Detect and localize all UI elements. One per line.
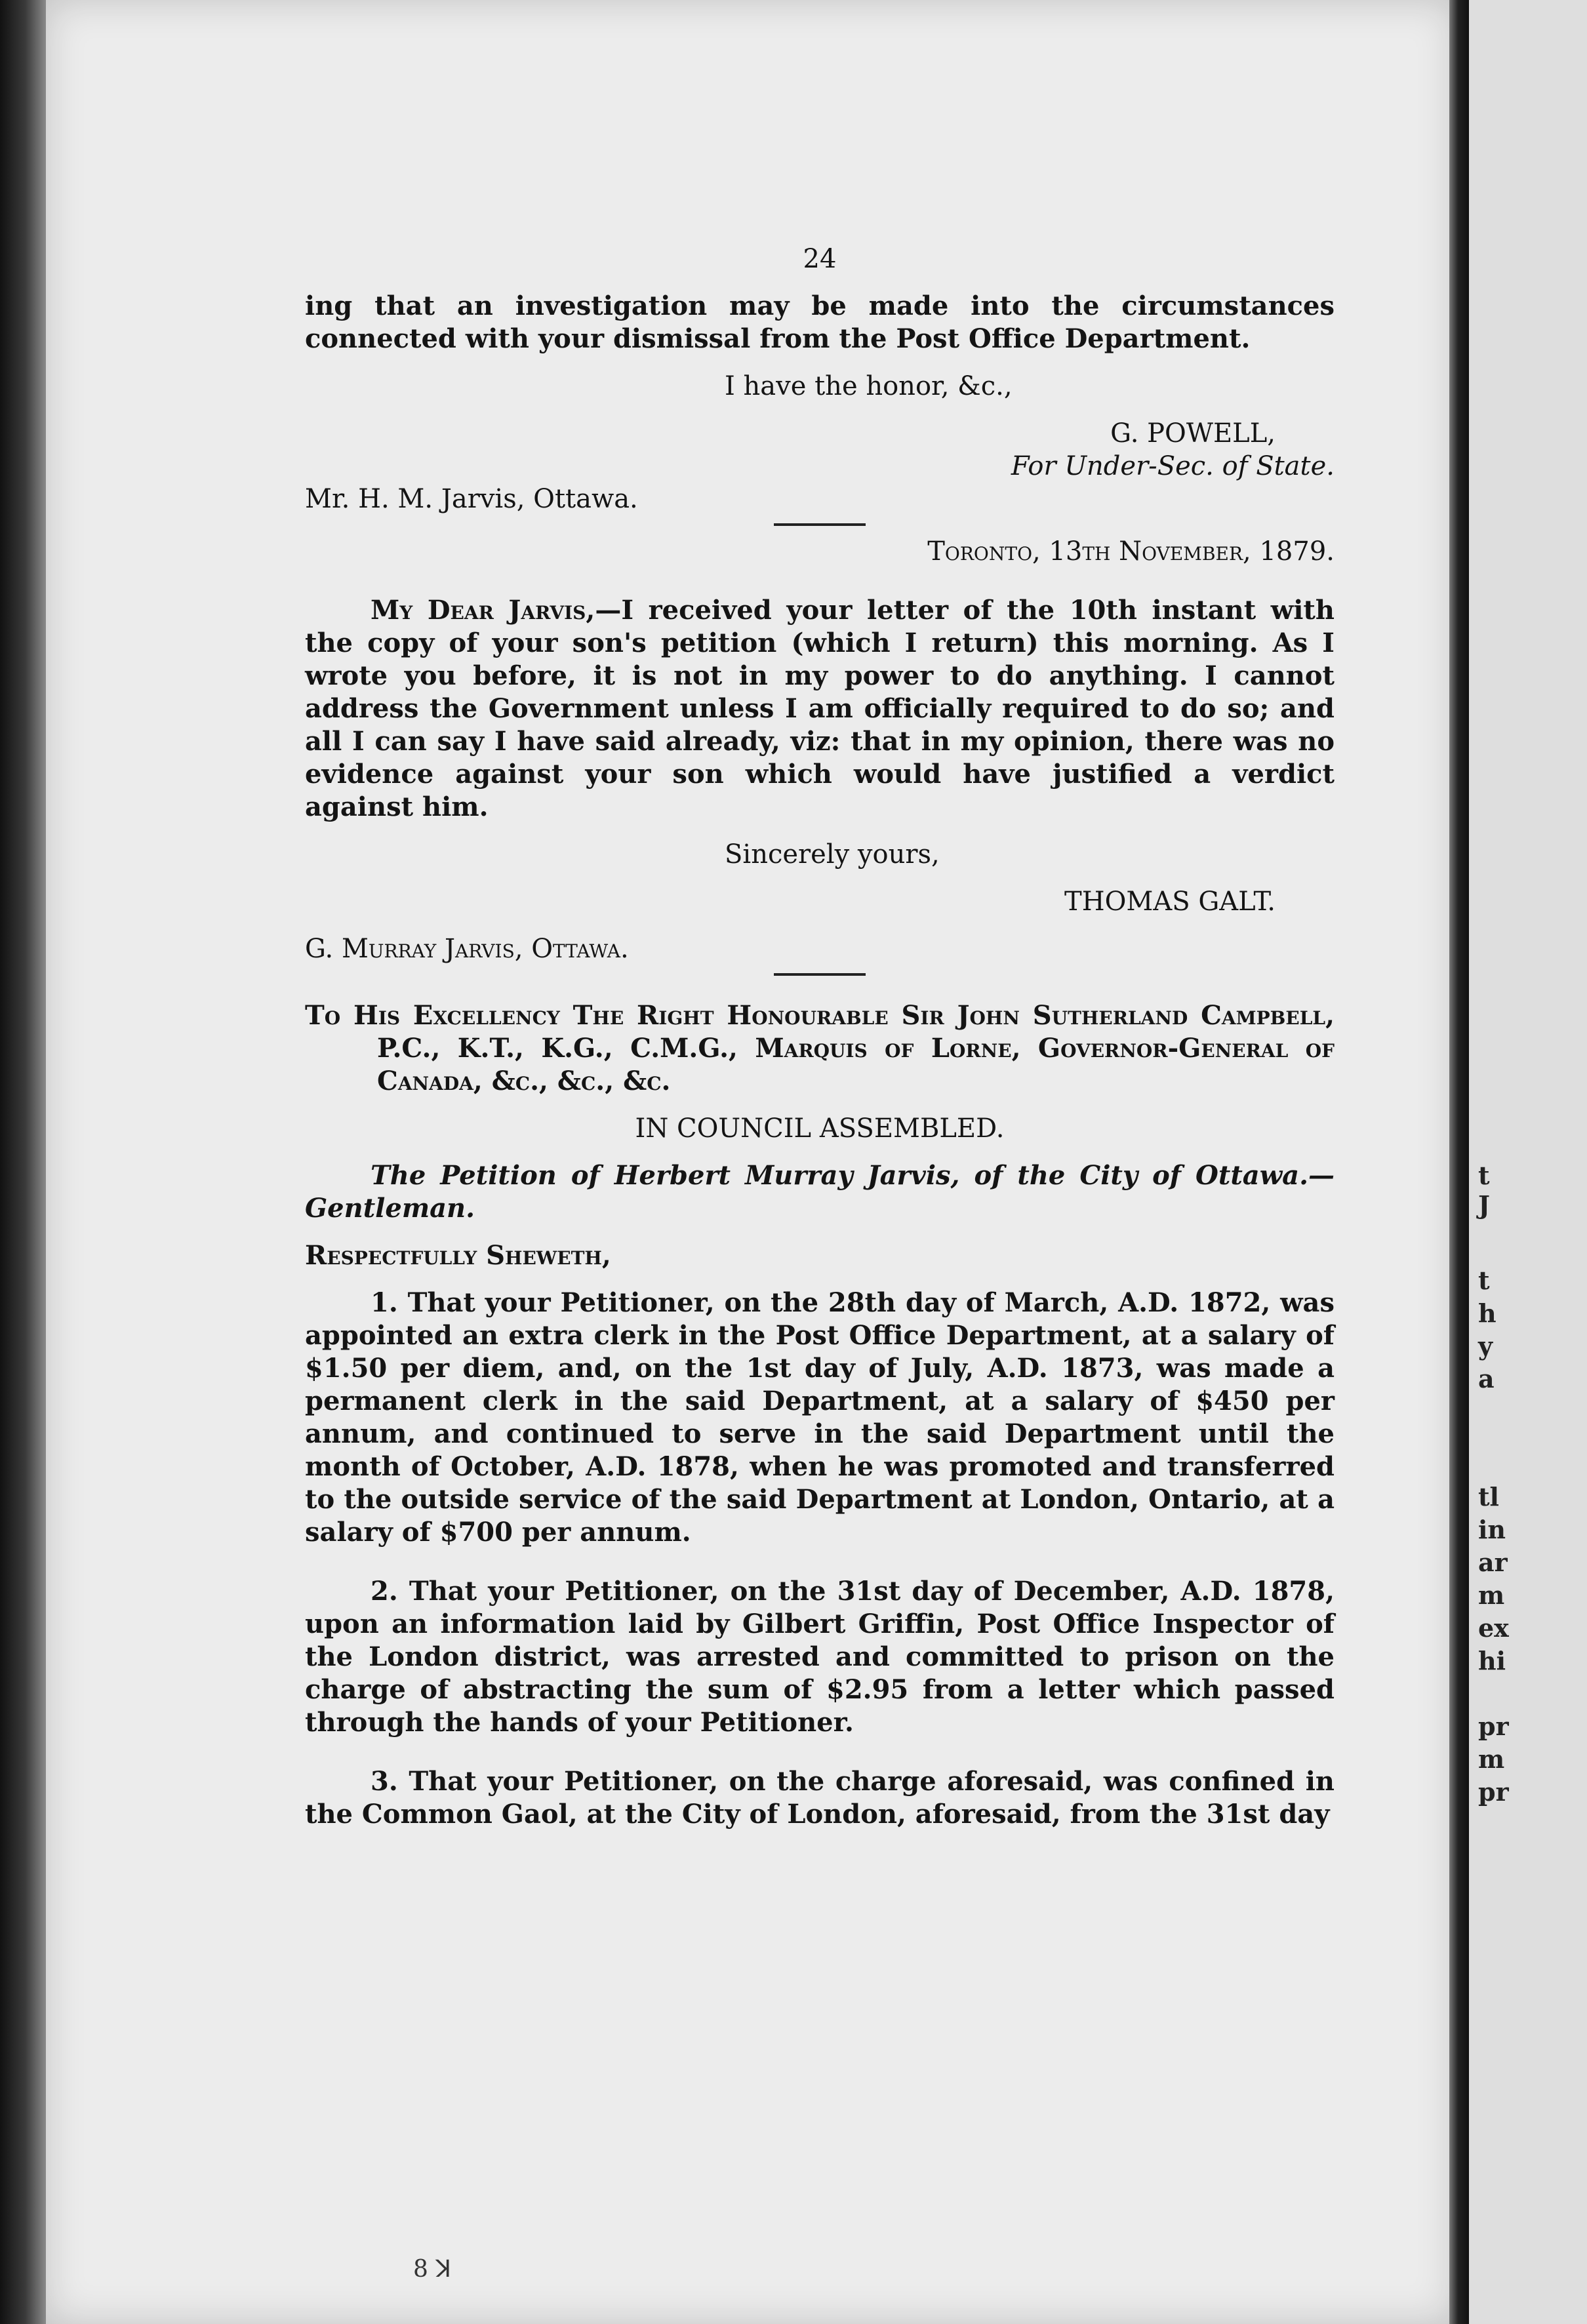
petition-paragraph-2: 2. That your Petitioner, on the 31st day of December, A.D. 1878, upon an information laid by Gilbert Griffin, Post Office Inspector of the London district, was arrested and committed to prison on the charge of abstracting the sum of $2.95 from a letter which passed through the hands of your Petitioner.: [305, 1576, 1335, 1738]
letter1-signer: G. POWELL,: [1110, 418, 1276, 449]
document-page: [46, 0, 1456, 2324]
facing-fragment: m: [1478, 1580, 1505, 1610]
facing-fragment: J: [1478, 1190, 1490, 1220]
letter1-continuation: ing that an investigation may be made into the circumstances connected with your dismissal from the Post Office Department.: [305, 290, 1335, 354]
letter2-body-text: —I received your letter of the 10th instant with the copy of your son's petition (which I return) this morning. As I wrote you before, it is not in my power to do anything. I cannot address the Government unless I am officially required to do so; and all I can say I have said already, viz: that in my opinion, there was no evidence against your son which would have justified a verdict against him.: [305, 595, 1335, 822]
section-divider-2: [774, 973, 866, 976]
letter1-closing: I have the honor, &c.,: [725, 371, 1013, 401]
petition-assembly: IN COUNCIL ASSEMBLED.: [635, 1113, 1005, 1144]
letter2-salutation: My Dear Jarvis,: [371, 595, 595, 626]
letter1-signer-title: For Under-Sec. of State.: [1011, 451, 1335, 481]
letter2-closing: Sincerely yours,: [725, 839, 940, 870]
petition-title: The Petition of Herbert Murray Jarvis, of the City of Ottawa.—Gentleman.: [305, 1160, 1335, 1224]
facing-fragment: pr: [1478, 1712, 1509, 1741]
page-number: 24: [803, 244, 837, 274]
letter2-addressee: G. Murray Jarvis, Ottawa.: [305, 934, 629, 964]
bottom-mark: 8 ꓘ: [413, 2256, 451, 2283]
petition-address: To His Excellency The Right Honourable Sir John Sutherland Campbell, P.C., K.T., K.G., C.M.G., Marquis of Lorne, Governor-General of Canada, &c., &c., &c.: [305, 1000, 1335, 1096]
facing-fragment: m: [1478, 1744, 1505, 1774]
facing-fragment: y: [1478, 1331, 1493, 1361]
facing-fragment: t: [1478, 1266, 1490, 1295]
petition-sheweth: Respectfully Sheweth,: [305, 1240, 611, 1271]
page-content: [305, 243, 1335, 1831]
facing-fragment: ex: [1478, 1613, 1509, 1643]
facing-fragment: in: [1478, 1515, 1506, 1544]
facing-fragment: t: [1478, 1161, 1490, 1190]
letter2-signer: THOMAS GALT.: [1064, 887, 1276, 917]
book-gutter: [1449, 0, 1469, 2324]
letter2-body: [305, 594, 1335, 824]
section-divider: [774, 523, 866, 526]
facing-page: [1469, 0, 1587, 2324]
facing-fragment: ar: [1478, 1548, 1508, 1577]
petition-paragraph-3: 3. That your Petitioner, on the charge aforesaid, was confined in the Common Gaol, at the City of London, aforesaid, from the 31st day: [305, 1766, 1335, 1830]
facing-fragment: hi: [1478, 1646, 1506, 1675]
facing-fragment: h: [1478, 1298, 1497, 1328]
page-edge-shadow: [0, 0, 46, 2324]
facing-fragment: pr: [1478, 1777, 1509, 1807]
petition-paragraph-1: 1. That your Petitioner, on the 28th day of March, A.D. 1872, was appointed an extra clerk in the Post Office Department, at a salary of $1.50 per diem, and, on the 1st day of July, A.D. 1873, was made a permanent clerk in the said Department, at a salary of $450 per annum, and continued to serve in the said Department until the month of October, A.D. 1878, when he was promoted and transferred to the outside service of the said Department at London, Ontario, at a salary of $700 per annum.: [305, 1287, 1335, 1548]
facing-fragment: a: [1478, 1364, 1495, 1393]
letter2-place-date: Toronto, 13th November, 1879.: [927, 536, 1335, 567]
letter1-addressee: Mr. H. M. Jarvis, Ottawa.: [305, 484, 638, 514]
facing-fragment: tl: [1478, 1482, 1499, 1512]
